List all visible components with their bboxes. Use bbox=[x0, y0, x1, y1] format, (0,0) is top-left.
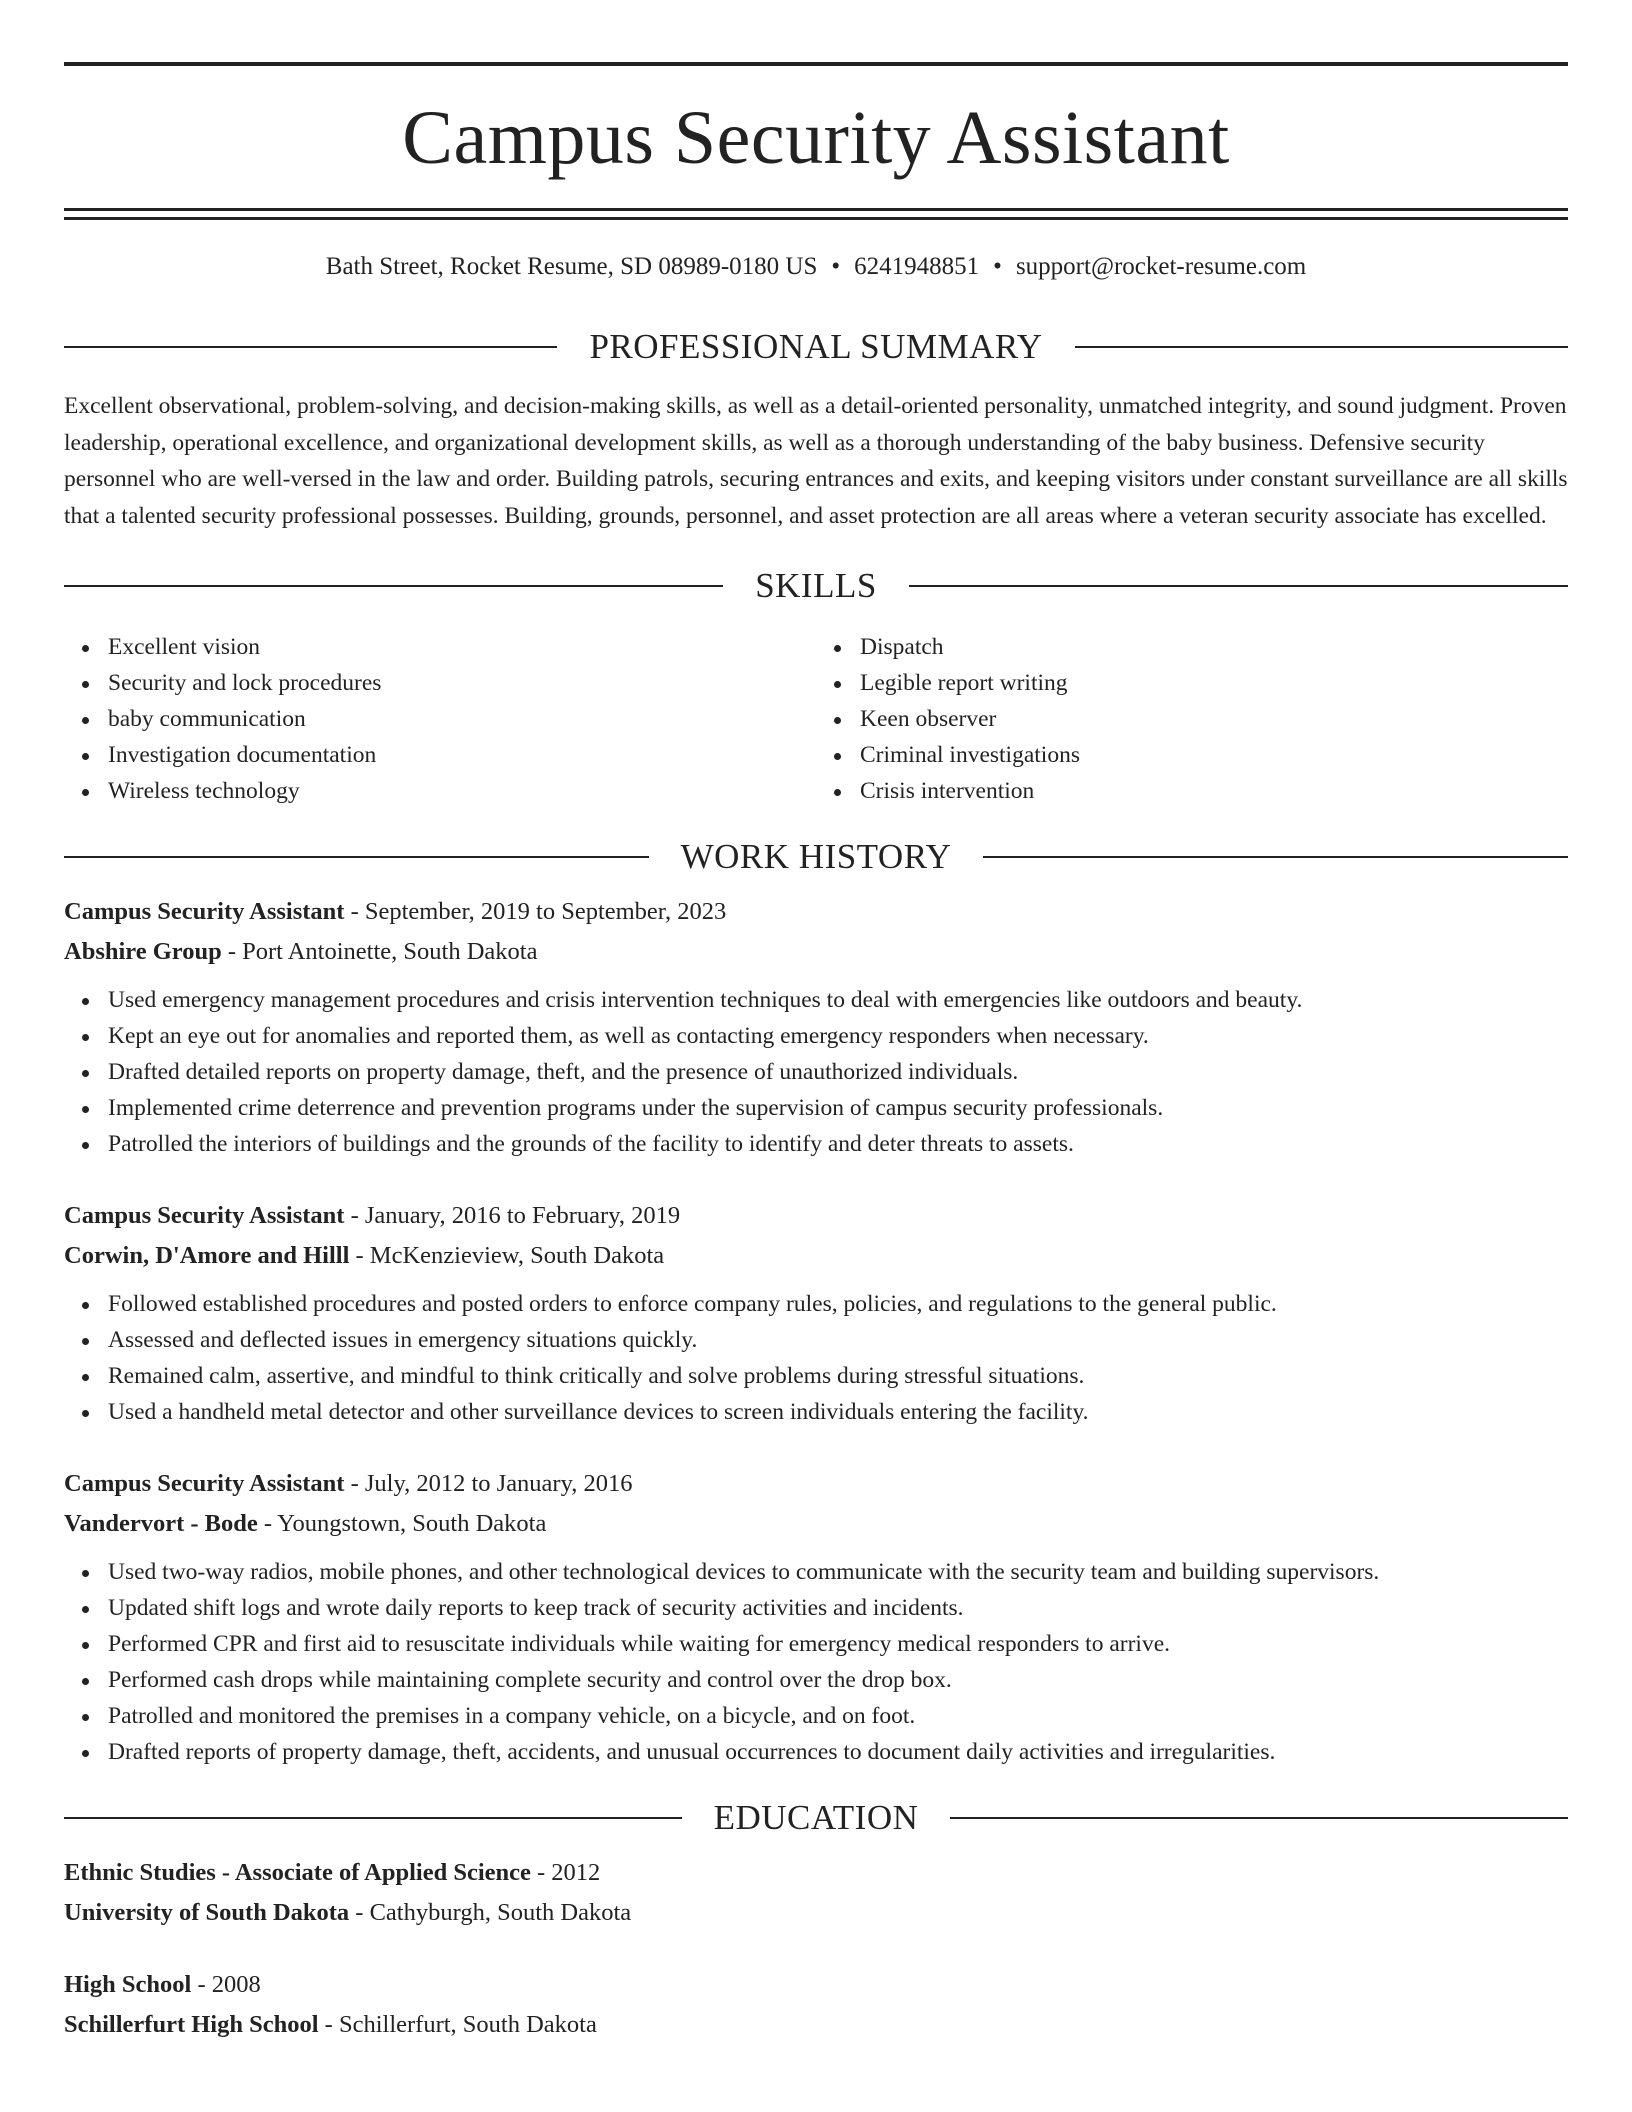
education-year: - 2012 bbox=[530, 1859, 601, 1886]
job-employer-line bbox=[64, 1236, 1568, 1276]
skill-item: Keen observer bbox=[860, 701, 1568, 737]
work-heading-label: WORK HISTORY bbox=[680, 837, 952, 876]
job-bullet: Patrolled the interiors of buildings and the grounds of the facility to identify and deter threats to assets. bbox=[108, 1126, 1568, 1162]
contact-email: support@rocket-resume.com bbox=[1015, 253, 1307, 280]
heading-rule bbox=[983, 856, 1568, 858]
job-employer-line bbox=[64, 932, 1568, 972]
skill-item: Crisis intervention bbox=[860, 773, 1568, 809]
resume-title: Campus Security Assistant bbox=[402, 96, 1230, 180]
job-employer: Vandervort - Bode bbox=[64, 1510, 258, 1537]
summary-heading bbox=[64, 329, 1568, 364]
skill-item: Criminal investigations bbox=[860, 737, 1568, 773]
job-title: Campus Security Assistant bbox=[64, 1202, 345, 1229]
heading-rule bbox=[64, 346, 557, 348]
job-entry bbox=[64, 1196, 1568, 1430]
contact-separator: • bbox=[993, 253, 1002, 280]
job-bullet: Used two-way radios, mobile phones, and other technological devices to communicate with the security team and building supervisors. bbox=[108, 1554, 1568, 1590]
job-title-line bbox=[64, 892, 1568, 932]
job-bullet: Kept an eye out for anomalies and reported them, as well as contacting emergency responders when necessary. bbox=[108, 1018, 1568, 1054]
education-degree: High School bbox=[64, 1971, 192, 1998]
job-bullet: Updated shift logs and wrote daily reports to keep track of security activities and incidents. bbox=[108, 1590, 1568, 1626]
job-bullet: Patrolled and monitored the premises in a company vehicle, on a bicycle, and on foot. bbox=[108, 1698, 1568, 1734]
job-bullet: Performed cash drops while maintaining complete security and control over the drop box. bbox=[108, 1662, 1568, 1698]
job-title-line bbox=[64, 1196, 1568, 1236]
job-bullet: Used a handheld metal detector and other surveillance devices to screen individuals entering the facility. bbox=[108, 1394, 1568, 1430]
job-location: - McKenzieview, South Dakota bbox=[349, 1242, 665, 1269]
job-bullets bbox=[64, 1554, 1568, 1770]
contact-phone: 6241948851 bbox=[854, 253, 980, 280]
job-bullet: Used emergency management procedures and crisis intervention techniques to deal with emergencies like outdoors and beauty. bbox=[108, 982, 1568, 1018]
job-bullet: Remained calm, assertive, and mindful to think critically and solve problems during stressful situations. bbox=[108, 1358, 1568, 1394]
job-title: Campus Security Assistant bbox=[64, 898, 345, 925]
summary-heading-label: PROFESSIONAL SUMMARY bbox=[589, 327, 1043, 366]
skill-item: Legible report writing bbox=[860, 665, 1568, 701]
title-double-rule bbox=[64, 208, 1568, 220]
job-bullet: Drafted detailed reports on property damage, theft, and the presence of unauthorized individuals. bbox=[108, 1054, 1568, 1090]
job-dates: - September, 2019 to September, 2023 bbox=[344, 898, 727, 925]
job-location: - Youngstown, South Dakota bbox=[257, 1510, 547, 1537]
skill-item: Wireless technology bbox=[108, 773, 816, 809]
education-school: University of South Dakota bbox=[64, 1899, 350, 1926]
education-heading-label: EDUCATION bbox=[713, 1798, 919, 1837]
top-rule bbox=[64, 62, 1568, 66]
job-location: - Port Antoinette, South Dakota bbox=[221, 938, 538, 965]
job-bullets bbox=[64, 982, 1568, 1162]
education-year: - 2008 bbox=[191, 1971, 261, 1998]
job-employer: Corwin, D'Amore and Hilll bbox=[64, 1242, 350, 1269]
skill-item: Investigation documentation bbox=[108, 737, 816, 773]
work-heading bbox=[64, 839, 1568, 874]
skill-item: Dispatch bbox=[860, 629, 1568, 665]
education-school-line bbox=[64, 1893, 1568, 1933]
job-bullet: Drafted reports of property damage, theft, accidents, and unusual occurrences to document daily activities and irregularities. bbox=[108, 1734, 1568, 1770]
job-entry bbox=[64, 892, 1568, 1162]
job-employer-line bbox=[64, 1504, 1568, 1544]
contact-line bbox=[64, 254, 1568, 279]
education-degree-line bbox=[64, 1965, 1568, 2005]
skills-left-list bbox=[64, 629, 816, 809]
job-bullet: Assessed and deflected issues in emergency situations quickly. bbox=[108, 1322, 1568, 1358]
heading-rule bbox=[64, 585, 723, 587]
skill-item: baby communication bbox=[108, 701, 816, 737]
education-entry bbox=[64, 1853, 1568, 1933]
heading-rule bbox=[909, 585, 1568, 587]
job-bullets bbox=[64, 1286, 1568, 1430]
heading-rule bbox=[64, 856, 649, 858]
education-school: Schillerfurt High School bbox=[64, 2011, 319, 2038]
job-dates: - July, 2012 to January, 2016 bbox=[344, 1470, 633, 1497]
heading-rule bbox=[1075, 346, 1568, 348]
contact-separator: • bbox=[831, 253, 841, 280]
contact-address: Bath Street, Rocket Resume, SD 08989-0180 US bbox=[325, 253, 818, 280]
education-entry bbox=[64, 1965, 1568, 2045]
heading-rule bbox=[950, 1817, 1568, 1819]
job-bullet: Followed established procedures and posted orders to enforce company rules, policies, and regulations to the general public. bbox=[108, 1286, 1568, 1322]
summary-text: Excellent observational, problem-solving, and decision-making skills, as well as a detail-oriented personality, unmatched integrity, and sound judgment. Proven leadership, operational excellence, and organizational development skills, as well as a thorough understanding of the baby business. Defensive security personnel who are well-versed in the law and order. Building patrols, securing entrances and exits, and keeping visitors under constant surveillance are all skills that a talented security professional possesses. Building, grounds, personnel, and asset protection are all areas where a veteran security associate has excelled. bbox=[64, 393, 1568, 529]
education-school-line bbox=[64, 2005, 1568, 2045]
education-heading bbox=[64, 1800, 1568, 1835]
job-bullet: Performed CPR and first aid to resuscitate individuals while waiting for emergency medical responders to arrive. bbox=[108, 1626, 1568, 1662]
skills-right-list bbox=[816, 629, 1568, 809]
education-degree: Ethnic Studies - Associate of Applied Science bbox=[64, 1859, 531, 1886]
skills-columns bbox=[64, 629, 1568, 809]
education-degree-line bbox=[64, 1853, 1568, 1893]
heading-rule bbox=[64, 1817, 682, 1819]
skill-item: Excellent vision bbox=[108, 629, 816, 665]
job-bullet: Implemented crime deterrence and prevention programs under the supervision of campus security professionals. bbox=[108, 1090, 1568, 1126]
job-title: Campus Security Assistant bbox=[64, 1470, 345, 1497]
skills-heading bbox=[64, 568, 1568, 603]
skills-heading-label: SKILLS bbox=[755, 566, 877, 605]
job-entry bbox=[64, 1464, 1568, 1770]
education-location: - Cathyburgh, South Dakota bbox=[349, 1899, 632, 1926]
job-title-line bbox=[64, 1464, 1568, 1504]
job-dates: - January, 2016 to February, 2019 bbox=[344, 1202, 681, 1229]
job-employer: Abshire Group bbox=[64, 938, 222, 965]
education-location: - Schillerfurt, South Dakota bbox=[318, 2011, 597, 2038]
skill-item: Security and lock procedures bbox=[108, 665, 816, 701]
